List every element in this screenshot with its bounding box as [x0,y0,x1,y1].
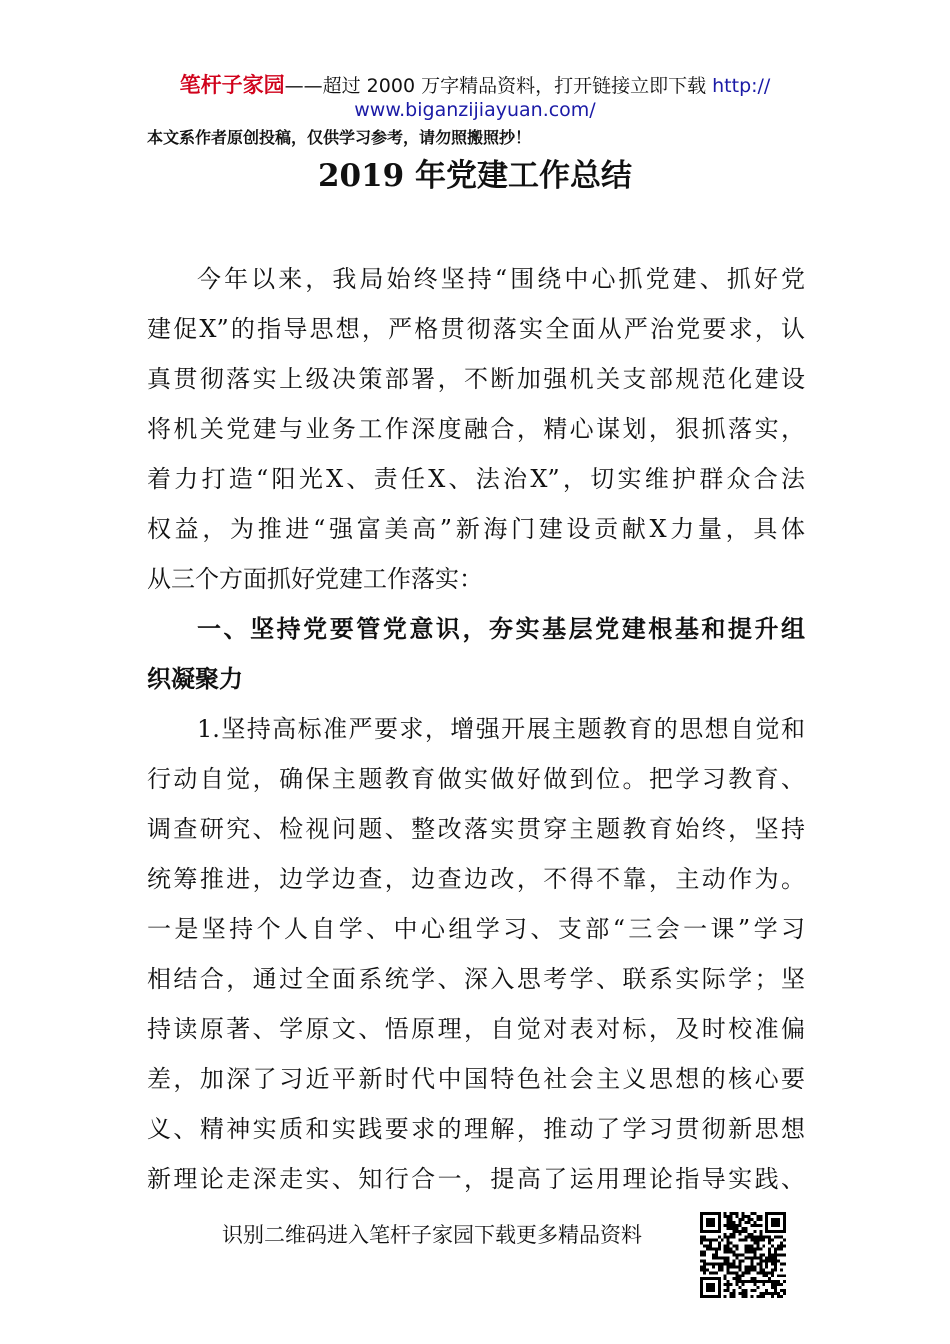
site-link-part1[interactable]: http:// [712,75,771,97]
site-link-part2[interactable]: www.biganzijiayuan.com/ [354,99,596,121]
qr-code-icon[interactable] [700,1212,786,1298]
body-line: 建促X”的指导思想，严格贯彻落实全面从严治党要求，认 [147,315,805,343]
body-line: 调查研究、检视问题、整改落实贯穿主题教育始终，坚持 [147,815,805,843]
body-line: 持读原著、学原文、悟原理，自觉对表对标，及时校准偏 [147,1015,805,1043]
body-line: 真贯彻落实上级决策部署，不断加强机关支部规范化建设 [147,365,805,393]
body-line: 从三个方面抓好党建工作落实： [147,565,483,593]
header-banner [0,72,950,99]
body-line: 相结合，通过全面系统学、深入思考学、联系实际学；坚 [147,965,805,993]
section-heading: 织凝聚力 [147,665,243,693]
body-line: 今年以来，我局始终坚持“围绕中心抓党建、抓好党 [197,265,805,293]
section-heading: 一、坚持党要管党意识，夯实基层党建根基和提升组 [197,615,805,643]
header-slogan: ——超过 2000 万字精品资料，打开链接立即下载 [284,75,713,97]
copyright-notice: 本文系作者原创投稿，仅供学习参考，请勿照搬照抄！ [147,128,532,147]
body-line: 行动自觉，确保主题教育做实做好做到位。把学习教育、 [147,765,805,793]
brand-name: 笔杆子家园 [179,73,285,97]
body-line: 着力打造“阳光X、责任X、法治X”，切实维护群众合法 [147,465,805,493]
body-line: 将机关党建与业务工作深度融合，精心谋划，狠抓落实， [147,415,805,443]
body-line: 一是坚持个人自学、中心组学习、支部“三会一课”学习 [147,915,805,943]
document-title: 2019 年党建工作总结 [317,158,633,194]
body-line: 义、精神实质和实践要求的理解，推动了学习贯彻新思想 [147,1115,805,1143]
body-line: 统筹推进，边学边查，边查边改，不得不靠，主动作为。 [147,865,805,893]
body-line: 新理论走深走实、知行合一，提高了运用理论指导实践、 [147,1165,805,1193]
body-line: 权益，为推进“强富美高”新海门建设贡献X力量，具体 [147,515,805,543]
footer-text: 识别二维码进入笔杆子家园下载更多精品资料 [222,1223,642,1247]
body-line: 差，加深了习近平新时代中国特色社会主义思想的核心要 [147,1065,805,1093]
document-body [147,254,805,1204]
body-line: 1.坚持高标准严要求，增强开展主题教育的思想自觉和 [197,715,805,743]
